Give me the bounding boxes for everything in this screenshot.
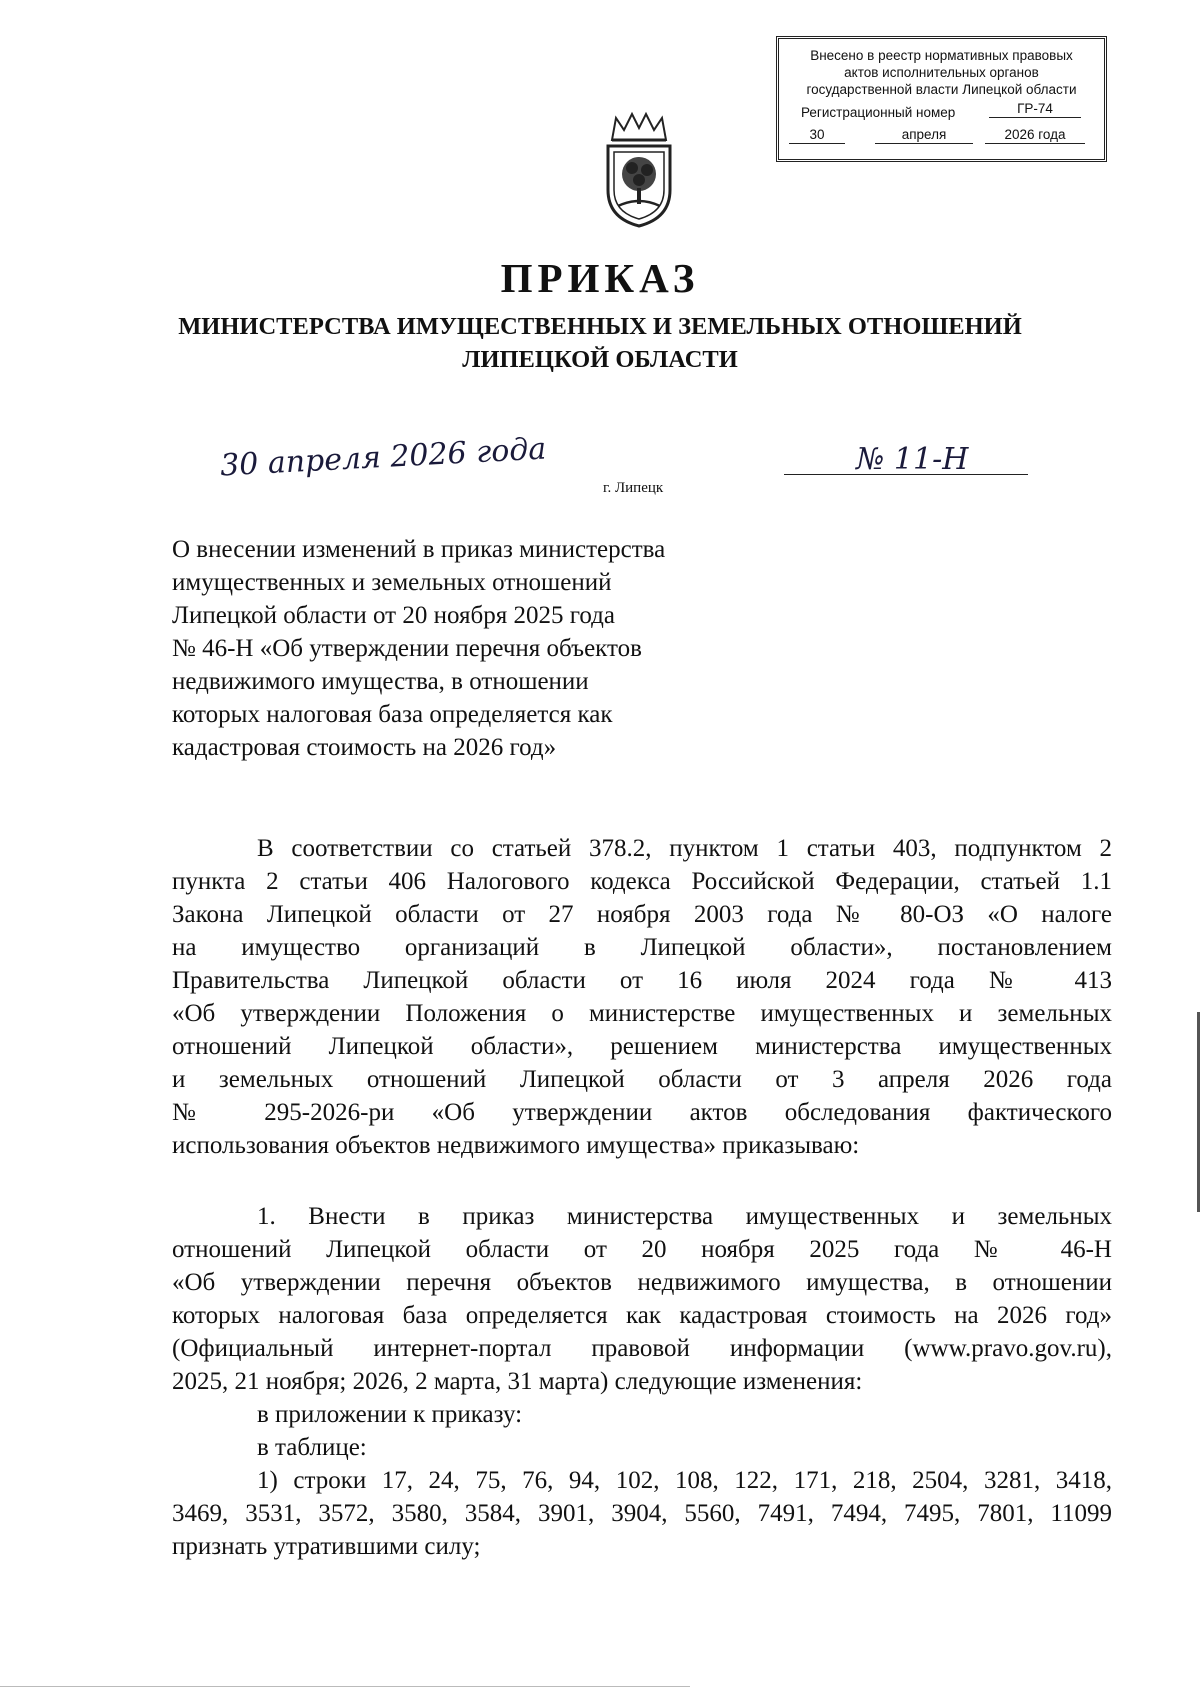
preamble-line: № 295-2026-ри «Об утверждении актов обследования фактического bbox=[172, 1099, 1112, 1126]
ministry-name-line-1: МИНИСТЕРСТВА ИМУЩЕСТВЕННЫХ И ЗЕМЕЛЬНЫХ ОТНОШЕНИЙ bbox=[178, 313, 1022, 340]
subject-line: Липецкой области от 20 ноября 2025 года bbox=[172, 602, 615, 629]
appendix-line: в приложении к приказу: bbox=[257, 1401, 523, 1428]
item-1 bbox=[172, 1464, 1112, 1563]
subject-line: О внесении изменений в приказ министерства bbox=[172, 536, 666, 563]
preamble-line: В соответствии со статьей 378.2, пунктом 1 статьи 403, подпунктом 2 bbox=[257, 835, 1112, 862]
item-1-line: 3469, 3531, 3572, 3580, 3584, 3901, 3904, 5560, 7491, 7494, 7495, 7801, 11099 bbox=[172, 1500, 1112, 1527]
subject-line: № 46-Н «Об утверждении перечня объектов bbox=[172, 635, 642, 662]
clause-1-line: отношений Липецкой области от 20 ноября 2025 года № 46-Н bbox=[172, 1236, 1112, 1263]
clause-1 bbox=[172, 1200, 1112, 1398]
preamble-line: «Об утверждении Положения о министерстве имущественных и земельных bbox=[172, 1000, 1112, 1027]
table-line: в таблице: bbox=[257, 1434, 367, 1461]
preamble-line: и земельных отношений Липецкой области от 3 апреля 2026 года bbox=[172, 1066, 1112, 1093]
preamble-line: отношений Липецкой области», решением министерства имущественных bbox=[172, 1033, 1112, 1060]
stamp-registration-number: ГР-74 bbox=[989, 100, 1081, 118]
registration-stamp bbox=[776, 36, 1107, 162]
preamble-line: Закона Липецкой области от 27 ноября 2003 года № 80-ОЗ «О налоге bbox=[172, 901, 1112, 928]
clause-1-line: (Официальный интернет-портал правовой информации (www.pravo.gov.ru), bbox=[172, 1335, 1112, 1362]
stamp-date-year: 2026 года bbox=[985, 126, 1085, 144]
stamp-line-3: государственной власти Липецкой области bbox=[806, 82, 1077, 97]
order-subject bbox=[172, 533, 792, 764]
stamp-date-day: 30 bbox=[789, 126, 845, 144]
subject-line: которых налоговая база определяется как bbox=[172, 701, 613, 728]
handwritten-order-number: № 11-Н bbox=[856, 442, 969, 477]
scan-bottom-line bbox=[0, 1686, 690, 1687]
stamp-line-2: актов исполнительных органов bbox=[844, 65, 1039, 80]
stamp-date-row bbox=[779, 126, 1104, 148]
item-1-line: признать утратившими силу; bbox=[172, 1533, 481, 1560]
subject-line: недвижимого имущества, в отношении bbox=[172, 668, 589, 695]
subject-line: кадастровая стоимость на 2026 год» bbox=[172, 734, 557, 761]
clause-1-line: 1. Внести в приказ министерства имущественных и земельных bbox=[257, 1203, 1112, 1230]
preamble-line: на имущество организаций в Липецкой области», постановлением bbox=[172, 934, 1112, 961]
item-1-line: 1) строки 17, 24, 75, 76, 94, 102, 108, 122, 171, 218, 2504, 3281, 3418, bbox=[257, 1467, 1112, 1494]
document-title: ПРИКАЗ bbox=[500, 255, 700, 301]
preamble-line: Правительства Липецкой области от 16 июля 2024 года № 413 bbox=[172, 967, 1112, 994]
city-label: г. Липецк bbox=[603, 480, 664, 496]
stamp-registration-row bbox=[779, 100, 1104, 122]
order-body bbox=[172, 832, 1112, 1563]
stamp-registration-label: Регистрационный номер bbox=[801, 105, 956, 120]
order-number-underline bbox=[784, 474, 1028, 475]
ministry-name-line-2: ЛИПЕЦКОЙ ОБЛАСТИ bbox=[462, 346, 738, 373]
ministry-name bbox=[0, 310, 1200, 376]
clause-1-line: 2025, 21 ноября; 2026, 2 марта, 31 марта) следующие изменения: bbox=[172, 1368, 863, 1395]
preamble-line: использования объектов недвижимого имущества» приказываю: bbox=[172, 1132, 860, 1159]
handwritten-date: 30 апреля 2026 года bbox=[219, 431, 548, 484]
stamp-line-1: Внесено в реестр нормативных правовых bbox=[810, 48, 1073, 63]
coat-of-arms-icon bbox=[594, 110, 684, 230]
stamp-date-month: апреля bbox=[875, 126, 973, 144]
preamble-line: пункта 2 статьи 406 Налогового кодекса Российской Федерации, статьей 1.1 bbox=[172, 868, 1112, 895]
clause-1-line: «Об утверждении перечня объектов недвижимого имущества, в отношении bbox=[172, 1269, 1112, 1296]
clause-1-line: которых налоговая база определяется как кадастровая стоимость на 2026 год» bbox=[172, 1302, 1112, 1329]
subject-line: имущественных и земельных отношений bbox=[172, 569, 612, 596]
preamble-paragraph bbox=[172, 832, 1112, 1162]
